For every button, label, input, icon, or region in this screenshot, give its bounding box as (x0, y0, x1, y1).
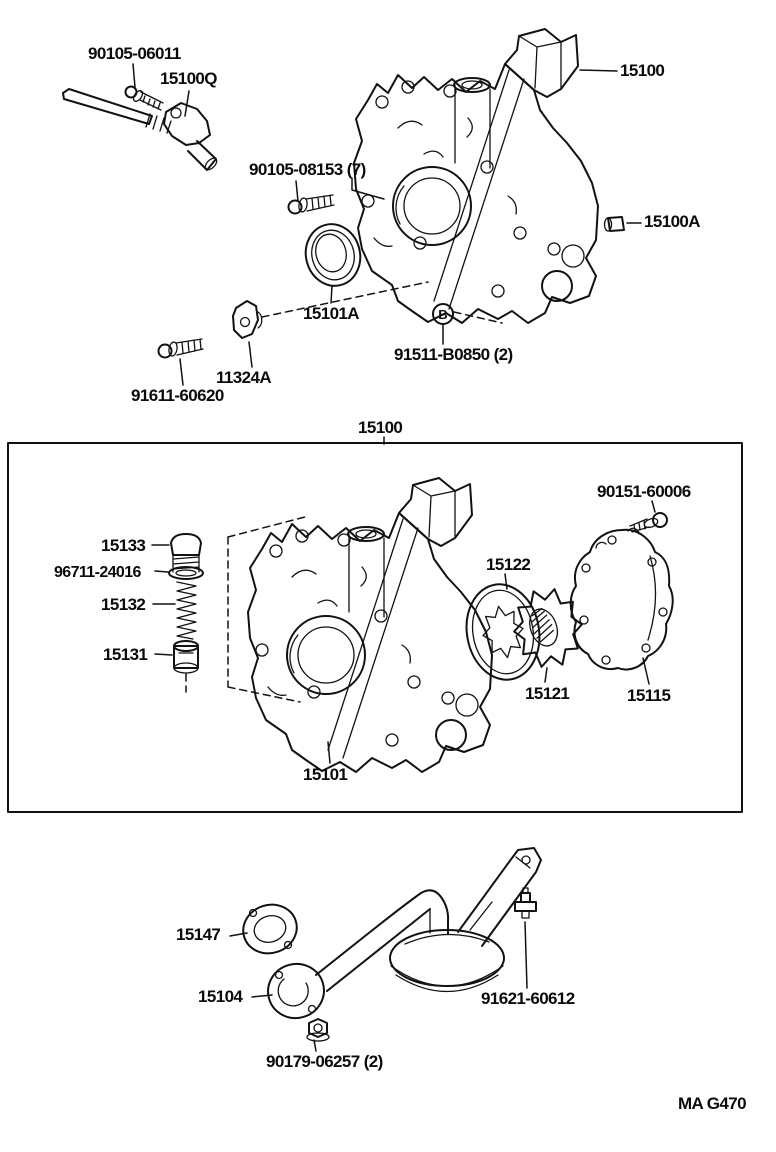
label-plate-bolt: 90151-60006 (597, 482, 691, 501)
label-cover-assembly: 15100 (620, 61, 665, 80)
label-box-title: 15100 (358, 418, 403, 437)
timing-cover-box-drawing (248, 478, 492, 772)
pump-cover-plate-drawing (571, 528, 673, 669)
label-sensor-bolt: 90105-06011 (88, 44, 181, 63)
label-nut: 90179-06257 (2) (266, 1052, 383, 1071)
label-cover-bolt: 90105-08153 (7) (249, 160, 366, 179)
label-timing-cover: 15101 (303, 765, 348, 784)
label-oil-strainer: 15104 (198, 987, 243, 1006)
label-sensor: 15100Q (160, 69, 217, 88)
strainer-arm-drawing (458, 848, 541, 946)
label-pump-cover: 15115 (627, 686, 671, 705)
oil-seal-drawing (299, 218, 366, 291)
cover-bolt-drawing (289, 195, 335, 214)
label-plug: 15100A (644, 212, 700, 231)
label-bracket: 11324A (216, 368, 272, 387)
label-relief-piston: 15131 (103, 645, 148, 664)
label-bracket-bolt: 91611-60620 (131, 386, 224, 405)
label-pump-gear: 15121 (525, 684, 570, 703)
label-oil-seal: 15101A (303, 304, 359, 323)
timing-cover-top-drawing (354, 29, 598, 323)
relief-valve-piston-drawing (174, 641, 198, 673)
top-leader-lines (133, 64, 641, 385)
label-stud-b: 91511-B0850 (2) (394, 345, 513, 364)
label-pump-rotor: 15122 (486, 555, 531, 574)
strainer-gasket-drawing (237, 898, 303, 960)
page-code: MA G470 (678, 1094, 746, 1113)
b-marker-letter: B (438, 307, 448, 322)
b-marker (433, 304, 453, 324)
relief-valve-projection-lines (186, 517, 305, 702)
label-strainer-gasket: 15147 (176, 925, 221, 944)
bracket-bolt-drawing (159, 339, 204, 358)
strainer-flange-drawing (262, 958, 330, 1025)
label-relief-spring: 15132 (101, 595, 146, 614)
relief-valve-spring-drawing (177, 582, 196, 639)
bracket-drawing (233, 301, 262, 338)
label-stud-bolt: 91621-60612 (481, 989, 575, 1008)
sensor-bolt-drawing (126, 87, 164, 111)
plug-drawing (605, 217, 625, 231)
crank-sensor-drawing (63, 89, 219, 172)
nut-drawing (307, 1019, 329, 1041)
relief-valve-gasket-drawing (169, 567, 203, 579)
strainer-pipe-drawing (316, 890, 504, 991)
label-relief-plug: 15133 (101, 536, 146, 555)
label-relief-gasket: 96711-24016 (54, 564, 141, 581)
stud-bolt-drawing (515, 888, 536, 918)
